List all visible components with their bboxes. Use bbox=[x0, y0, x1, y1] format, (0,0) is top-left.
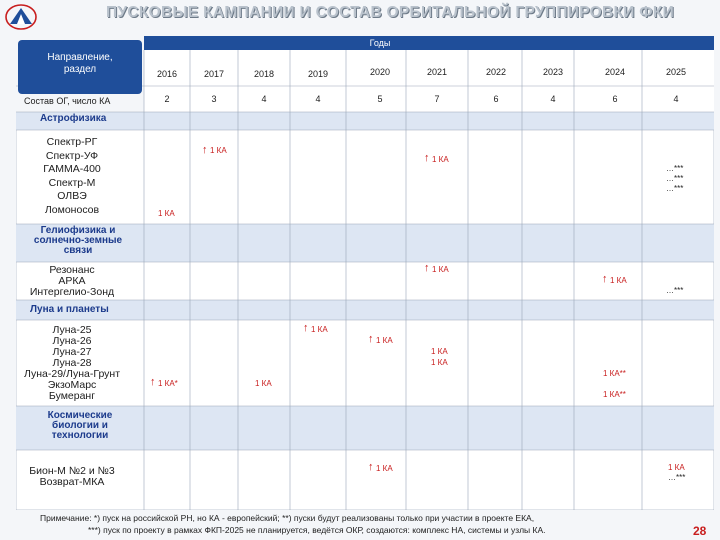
launch-arrow-icon: ↑ bbox=[368, 461, 374, 473]
launch-arrow-icon: ↑ bbox=[202, 144, 208, 156]
count-2016: 2 bbox=[164, 94, 170, 104]
year-2019: 2019 bbox=[307, 69, 329, 79]
launch-mark: 1 КА bbox=[376, 464, 393, 473]
footnote-line-1: Примечание: *) пуск на российской РН, но КА - европейский; **) пуски будут реализованы только при участии в проекте ЕКА, bbox=[40, 513, 535, 523]
not-planned-mark: …*** bbox=[666, 286, 684, 295]
count-2018: 4 bbox=[261, 94, 267, 104]
launch-mark: 1 КА bbox=[431, 347, 448, 356]
launch-mark-esa: 1 КА** bbox=[603, 390, 626, 399]
count-2017: 3 bbox=[211, 94, 217, 104]
footnote-line-2: ***) пуск по проекту в рамках ФКП-2025 не планируется, ведётся ОКР, создаются: комплекс НА, системы и узлы КА. bbox=[88, 525, 546, 535]
launch-mark: 1 КА bbox=[311, 325, 328, 334]
launch-mark: 1 КА bbox=[255, 379, 272, 388]
count-2019: 4 bbox=[315, 94, 321, 104]
year-2020: 2020 bbox=[369, 67, 391, 77]
count-2021: 7 bbox=[434, 94, 440, 104]
section-astrophysics: Астрофизика bbox=[40, 113, 107, 124]
launch-mark: 1 КА bbox=[432, 265, 449, 274]
year-2017: 2017 bbox=[203, 69, 225, 79]
missions-biology: Бион-М №2 и №3 Возврат-МКА bbox=[29, 465, 115, 488]
section-lunar: Луна и планеты bbox=[30, 304, 109, 315]
launch-arrow-icon: ↑ bbox=[424, 262, 430, 274]
missions-heliophysics: Резонанс АРКА Интергелио-Зонд bbox=[29, 264, 115, 298]
launch-mark: 1 КА bbox=[158, 209, 175, 218]
footnote bbox=[40, 512, 546, 536]
page-title: ПУСКОВЫЕ КАМПАНИИ И СОСТАВ ОРБИТАЛЬНОЙ ГРУППИРОВКИ ФКИ bbox=[105, 4, 675, 21]
years-header: Годы bbox=[369, 38, 391, 48]
count-2020: 5 bbox=[377, 94, 383, 104]
year-2024: 2024 bbox=[604, 67, 626, 77]
direction-header: Направление, раздел bbox=[47, 52, 113, 75]
count-2025: 4 bbox=[673, 94, 679, 104]
launch-mark-esa: 1 КА** bbox=[603, 369, 626, 378]
launch-arrow-icon: ↑ bbox=[150, 376, 156, 388]
launch-mark: 1 КА bbox=[376, 336, 393, 345]
not-planned-mark: …*** bbox=[668, 473, 686, 482]
year-2022: 2022 bbox=[485, 67, 507, 77]
launch-arrow-icon: ↑ bbox=[424, 152, 430, 164]
count-2022: 6 bbox=[493, 94, 499, 104]
year-2018: 2018 bbox=[253, 69, 275, 79]
launch-mark: 1 КА bbox=[432, 155, 449, 164]
year-2016: 2016 bbox=[156, 69, 178, 79]
composition-label: Состав ОГ, число КА bbox=[24, 96, 111, 106]
section-biology: Космические биологии и технологии bbox=[47, 410, 113, 441]
launch-mark: 1 КА bbox=[668, 463, 685, 472]
launch-mark: 1 КА bbox=[610, 276, 627, 285]
launch-mark: 1 КА bbox=[431, 358, 448, 367]
launch-mark: 1 КА bbox=[210, 146, 227, 155]
launch-arrow-icon: ↑ bbox=[602, 273, 608, 285]
year-2021: 2021 bbox=[426, 67, 448, 77]
not-planned-mark: …*** bbox=[666, 174, 684, 183]
not-planned-mark: …*** bbox=[666, 184, 684, 193]
year-2025: 2025 bbox=[665, 67, 687, 77]
count-2023: 4 bbox=[550, 94, 556, 104]
missions-lunar: Луна-25 Луна-26 Луна-27 Луна-28 Луна-29/Луна-Грунт ЭкзоМарс Бумеранг bbox=[23, 324, 121, 402]
roscosmos-logo-icon bbox=[4, 2, 38, 32]
launch-mark-russian-rn: 1 КА* bbox=[158, 379, 178, 388]
section-heliophysics: Гелиофизика и солнечно-земные связи bbox=[33, 225, 123, 256]
year-2023: 2023 bbox=[542, 67, 564, 77]
missions-astrophysics: Спектр-РГ Спектр-УФ ГАММА-400 Спектр-М ОЛВЭ Ломоносов bbox=[43, 136, 101, 216]
launch-arrow-icon: ↑ bbox=[368, 333, 374, 345]
not-planned-mark: …*** bbox=[666, 164, 684, 173]
page-number: 28 bbox=[693, 524, 707, 538]
launch-arrow-icon: ↑ bbox=[303, 322, 309, 334]
count-2024: 6 bbox=[612, 94, 618, 104]
